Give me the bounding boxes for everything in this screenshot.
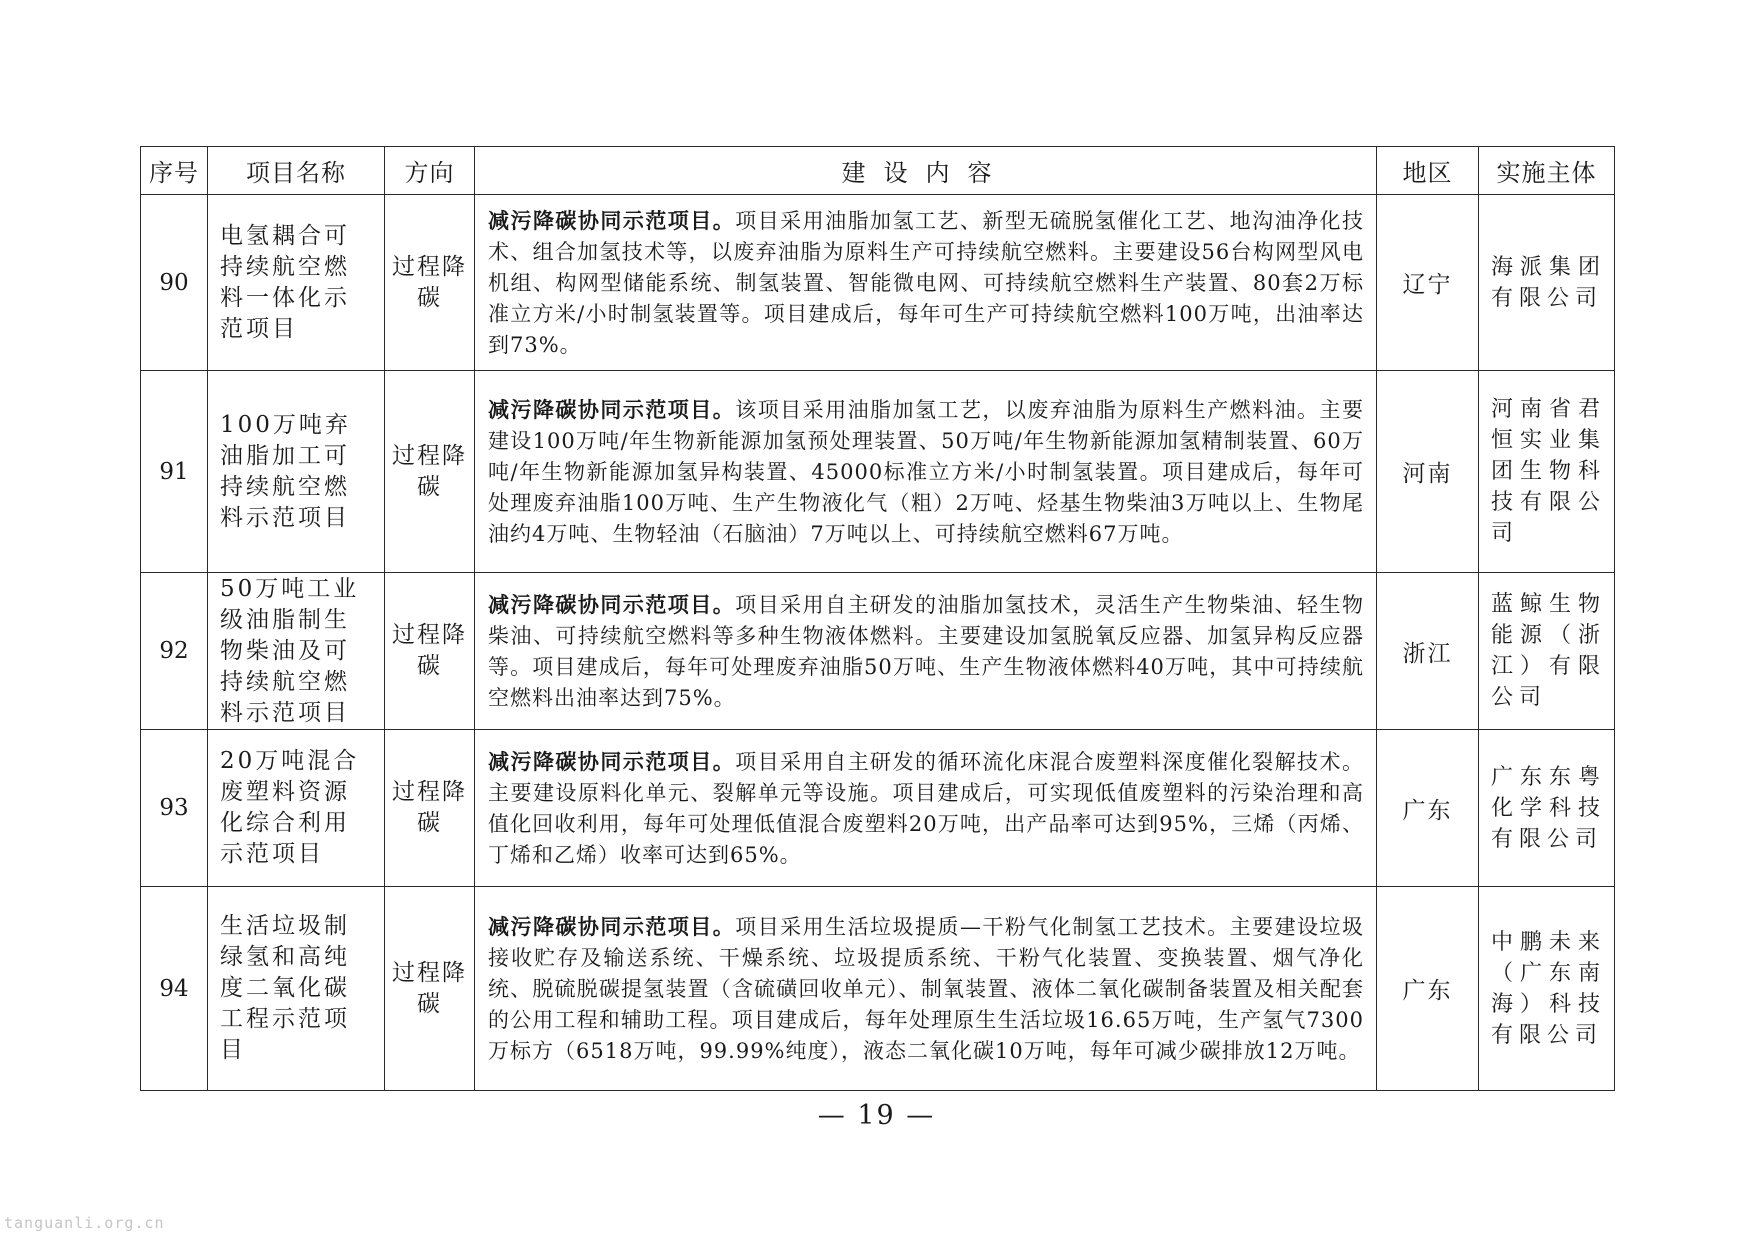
watermark: tanguanli.org.cn (4, 1214, 165, 1232)
project-name: 50万吨工业级油脂制生物柴油及可持续航空燃料示范项目 (208, 573, 385, 730)
project-region: 广东 (1377, 730, 1479, 887)
content-body: 项目采用自主研发的循环流化床混合废塑料深度催化裂解技术。主要建设原料化单元、裂解单元等设施。项目建成后，可实现低值废塑料的污染治理和高值化回收利用，每年可处理低值混合废塑料20万吨，出产品率可达到95%，三烯（丙烯、丁烯和乙烯）收率可达到65%。 (488, 749, 1365, 867)
content-body: 项目采用自主研发的油脂加氢技术，灵活生产生物柴油、轻生物柴油、可持续航空燃料等多种生物液体燃料。主要建设加氢脱氧反应器、加氢异构反应器等。项目建成后，每年可处理废弃油脂50万吨、生产生物液体燃料40万吨，其中可持续航空燃料出油率达到75%。 (488, 592, 1365, 710)
project-region: 广东 (1377, 887, 1479, 1091)
project-org: 河南省君恒实业集团生物科技有限公司 (1479, 371, 1615, 573)
content-body: 项目采用油脂加氢工艺、新型无硫脱氢催化工艺、地沟油净化技术、组合加氢技术等，以废弃油脂为原料生产可持续航空燃料。主要建设56台构网型风电机组、构网型储能系统、制氢装置、智能微电网、可持续航空燃料生产装置、80套2万标准立方米/小时制氢装置等。项目建成后，每年可生产可持续航空燃料100万吨，出油率达到73%。 (488, 208, 1365, 357)
project-direction: 过程降碳 (385, 730, 475, 887)
content-lead: 减污降碳协同示范项目。 (488, 748, 736, 774)
header-region: 地区 (1377, 147, 1479, 195)
row-number: 90 (141, 195, 208, 371)
row-number: 92 (141, 573, 208, 730)
project-content (475, 195, 1377, 371)
project-name: 100万吨弃油脂加工可持续航空燃料示范项目 (208, 371, 385, 573)
content-body: 项目采用生活垃圾提质—干粉气化制氢工艺技术。主要建设垃圾接收贮存及输送系统、干燥系统、垃圾提质系统、干粉气化装置、变换装置、烟气净化统、脱硫脱碳提氢装置（含硫磺回收单元）、制氧装置、液体二氧化碳制备装置及相关配套的公用工程和辅助工程。项目建成后，每年处理原生生活垃圾16.65万吨，生产氢气7300万标方（6518万吨，99.99%纯度），液态二氧化碳10万吨，每年可减少碳排放12万吨。 (488, 914, 1365, 1063)
project-content (475, 573, 1377, 730)
project-direction: 过程降碳 (385, 887, 475, 1091)
content-lead: 减污降碳协同示范项目。 (488, 396, 736, 422)
project-content (475, 730, 1377, 887)
table-header-row (141, 147, 1615, 195)
table-row (141, 195, 1615, 371)
project-org: 海派集团有限公司 (1479, 195, 1615, 371)
page-number: — 19 — (817, 1100, 936, 1131)
project-content (475, 887, 1377, 1091)
header-name: 项目名称 (208, 147, 385, 195)
row-number: 94 (141, 887, 208, 1091)
content-lead: 减污降碳协同示范项目。 (488, 913, 736, 939)
header-no: 序号 (141, 147, 208, 195)
project-org: 蓝鲸生物能源（浙江）有限公司 (1479, 573, 1615, 730)
content-body: 该项目采用油脂加氢工艺，以废弃油脂为原料生产燃料油。主要建设100万吨/年生物新能源加氢预处理装置、50万吨/年生物新能源加氢精制装置、60万吨/年生物新能源加氢异构装置、45000标准立方米/小时制氢装置。项目建成后，每年可处理废弃油脂100万吨、生产生物液化气（粗）2万吨、烃基生物柴油3万吨以上、生物尾油约4万吨、生物轻油（石脑油）7万吨以上、可持续航空燃料67万吨。 (488, 397, 1365, 546)
project-region: 浙江 (1377, 573, 1479, 730)
row-number: 91 (141, 371, 208, 573)
table-row (141, 371, 1615, 573)
content-lead: 减污降碳协同示范项目。 (488, 207, 736, 233)
project-direction: 过程降碳 (385, 573, 475, 730)
project-name: 电氢耦合可持续航空燃料一体化示范项目 (208, 195, 385, 371)
project-region: 辽宁 (1377, 195, 1479, 371)
project-table (140, 146, 1615, 1091)
header-content: 建设内容 (475, 147, 1377, 195)
project-name: 生活垃圾制绿氢和高纯度二氧化碳工程示范项目 (208, 887, 385, 1091)
project-region: 河南 (1377, 371, 1479, 573)
project-org: 广东东粤化学科技有限公司 (1479, 730, 1615, 887)
project-direction: 过程降碳 (385, 195, 475, 371)
project-name: 20万吨混合废塑料资源化综合利用示范项目 (208, 730, 385, 887)
project-direction: 过程降碳 (385, 371, 475, 573)
project-org: 中鹏未来（广东南海）科技有限公司 (1479, 887, 1615, 1091)
table-row (141, 887, 1615, 1091)
table-row (141, 573, 1615, 730)
content-lead: 减污降碳协同示范项目。 (488, 591, 736, 617)
row-number: 93 (141, 730, 208, 887)
header-org: 实施主体 (1479, 147, 1615, 195)
header-direction: 方向 (385, 147, 475, 195)
project-content (475, 371, 1377, 573)
table-row (141, 730, 1615, 887)
